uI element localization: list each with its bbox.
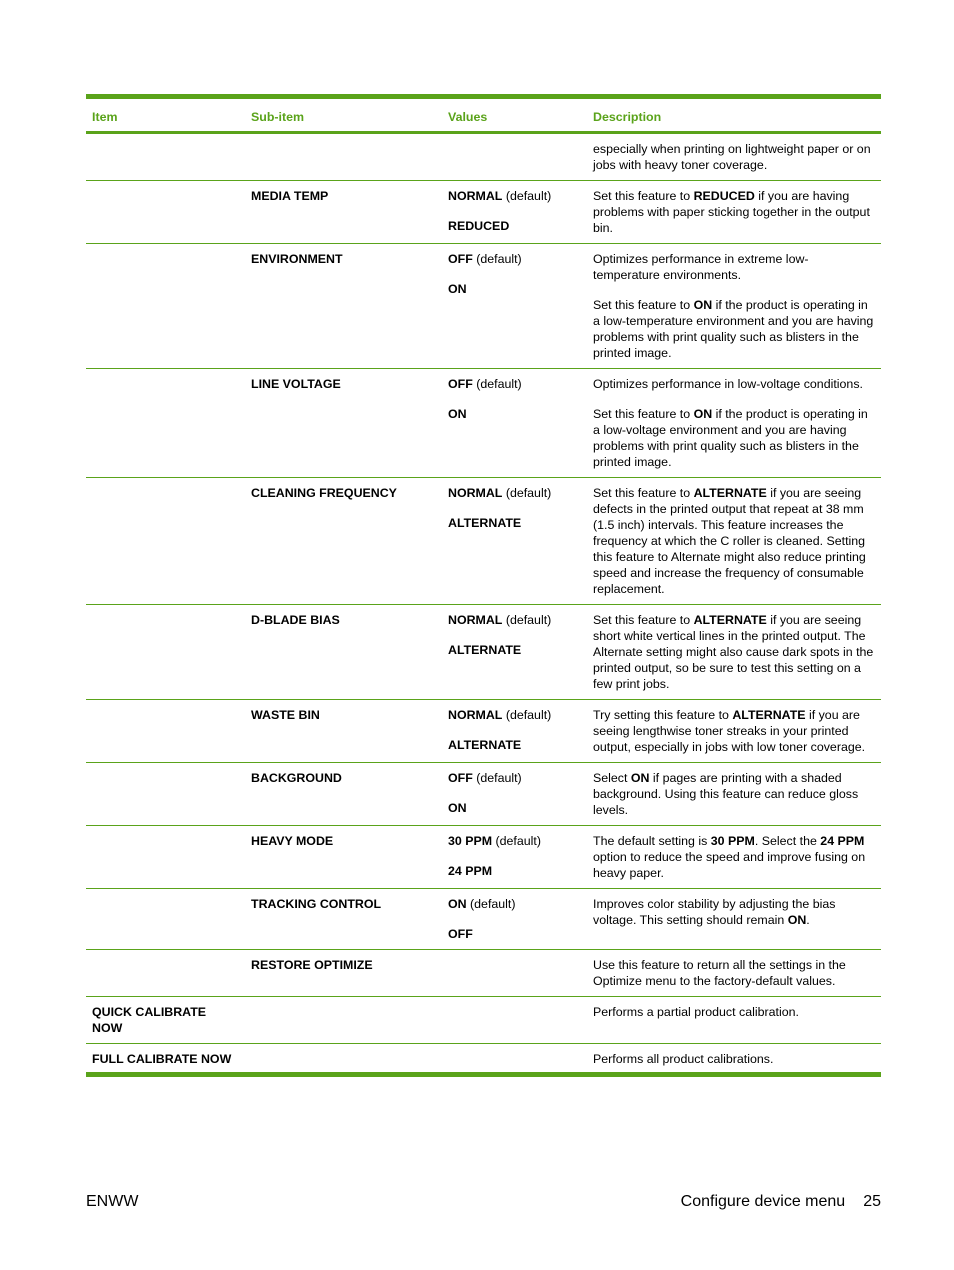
bold-text: ALTERNATE xyxy=(693,613,767,627)
bold-text: ON xyxy=(448,282,467,296)
bold-text: OFF xyxy=(448,377,473,391)
cell-subitem: ENVIRONMENT xyxy=(245,244,442,369)
bold-text: NORMAL xyxy=(448,613,503,627)
text-run: if the product is operating in a low-voltage environment and you are having problems with print quality such as blisters in the printed image. xyxy=(593,407,868,469)
footer-section-title: Configure device menu xyxy=(680,1193,846,1210)
text-run: if you are seeing defects in the printed output that repeat at 38 mm (1.5 inch) intervals. This feature increases the frequency at which the C roller is cleaned. Setting this feature to Alternate might also reduce printing speed and increase the frequency of consumable replacement. xyxy=(593,486,866,596)
cell-description xyxy=(587,700,881,763)
description-paragraph xyxy=(593,707,875,755)
cell-item xyxy=(86,369,245,478)
cell-description xyxy=(587,478,881,605)
cell-values xyxy=(442,889,587,950)
cell-description xyxy=(587,181,881,244)
cell-item xyxy=(86,605,245,700)
text-run: Set this feature to xyxy=(593,613,694,627)
bold-text: ALTERNATE xyxy=(448,643,522,657)
value-option xyxy=(448,281,581,297)
footer-left-label: ENWW xyxy=(86,1193,139,1210)
cell-item xyxy=(86,950,245,997)
cell-subitem: WASTE BIN xyxy=(245,700,442,763)
value-option xyxy=(448,406,581,422)
bold-text: 24 PPM xyxy=(448,864,493,878)
cell-description xyxy=(587,133,881,181)
text-run: if you are having problems with paper sticking together in the output bin. xyxy=(593,189,870,235)
value-option xyxy=(448,515,581,531)
bold-text: OFF xyxy=(448,252,473,266)
cell-values xyxy=(442,700,587,763)
cell-values xyxy=(442,826,587,889)
text-run: (default) xyxy=(502,486,552,500)
text-run: if you are seeing short white vertical lines in the printed output. The Alternate setting might also cause dark spots in the printed output, so be sure to test this setting on a few print jobs. xyxy=(593,613,874,691)
text-run: The default setting is xyxy=(593,834,711,848)
description-paragraph xyxy=(593,251,875,283)
description-paragraph xyxy=(593,188,875,236)
bold-text: ALTERNATE xyxy=(448,738,522,752)
cell-description xyxy=(587,369,881,478)
text-run: (default) xyxy=(472,771,522,785)
table-row xyxy=(86,478,881,605)
cell-values xyxy=(442,763,587,826)
bold-text: ALTERNATE xyxy=(732,708,806,722)
cell-subitem xyxy=(245,997,442,1044)
bold-text: NORMAL xyxy=(448,486,503,500)
cell-description xyxy=(587,1044,881,1075)
value-option xyxy=(448,926,581,942)
table-row xyxy=(86,997,881,1044)
table-row xyxy=(86,700,881,763)
cell-subitem: LINE VOLTAGE xyxy=(245,369,442,478)
cell-values xyxy=(442,369,587,478)
cell-values xyxy=(442,181,587,244)
text-run: if the product is operating in a low-temperature environment and you are having problems with print quality such as blisters in the printed image. xyxy=(593,298,874,360)
cell-values xyxy=(442,478,587,605)
cell-description xyxy=(587,244,881,369)
table-row xyxy=(86,181,881,244)
table-row xyxy=(86,605,881,700)
text-run: Set this feature to xyxy=(593,298,694,312)
bold-text: ON xyxy=(693,298,713,312)
table-row xyxy=(86,763,881,826)
cell-item xyxy=(86,826,245,889)
header-description: Description xyxy=(587,97,881,133)
text-run: (default) xyxy=(502,189,552,203)
cell-subitem: HEAVY MODE xyxy=(245,826,442,889)
table-body xyxy=(86,133,881,1075)
text-run: (default) xyxy=(502,613,552,627)
bold-text: NORMAL xyxy=(448,708,503,722)
text-run: (default) xyxy=(502,708,552,722)
optimize-menu-table xyxy=(86,94,881,1077)
description-paragraph xyxy=(593,485,875,597)
cell-item: FULL CALIBRATE NOW xyxy=(86,1044,245,1075)
bold-text: OFF xyxy=(448,927,473,941)
bold-text: ON xyxy=(448,801,467,815)
table-row xyxy=(86,889,881,950)
value-option xyxy=(448,707,581,723)
bold-text: ON xyxy=(787,913,807,927)
bold-text: ALTERNATE xyxy=(693,486,767,500)
text-run: Optimizes performance in low-voltage conditions. xyxy=(593,377,863,391)
text-run: Set this feature to xyxy=(593,407,694,421)
text-run: if you are seeing lengthwise toner streaks in your printed output, especially in jobs with low toner coverage. xyxy=(593,708,866,754)
text-run: Optimizes performance in extreme low-temperature environments. xyxy=(593,252,809,282)
description-paragraph xyxy=(593,957,875,989)
value-option xyxy=(448,485,581,501)
description-paragraph xyxy=(593,833,875,881)
table-row xyxy=(86,826,881,889)
bold-text: ON xyxy=(448,407,467,421)
cell-subitem: MEDIA TEMP xyxy=(245,181,442,244)
text-run: Select xyxy=(593,771,631,785)
cell-item xyxy=(86,133,245,181)
bold-text: OFF xyxy=(448,771,473,785)
header-values: Values xyxy=(442,97,587,133)
table-row xyxy=(86,950,881,997)
table-row xyxy=(86,1044,881,1075)
table-row xyxy=(86,369,881,478)
description-paragraph xyxy=(593,141,875,173)
bold-text: ON xyxy=(630,771,650,785)
text-run: (default) xyxy=(466,897,516,911)
cell-item xyxy=(86,244,245,369)
description-paragraph xyxy=(593,896,875,928)
cell-values xyxy=(442,605,587,700)
bold-text: 30 PPM xyxy=(710,834,755,848)
cell-item xyxy=(86,700,245,763)
description-paragraph xyxy=(593,612,875,692)
bold-text: ON xyxy=(693,407,713,421)
text-run: option to reduce the speed and improve fusing on heavy paper. xyxy=(593,850,866,880)
bold-text: REDUCED xyxy=(693,189,755,203)
cell-values xyxy=(442,244,587,369)
text-run: Use this feature to return all the settings in the Optimize menu to the factory-default values. xyxy=(593,958,846,988)
description-paragraph xyxy=(593,1051,875,1067)
text-run: (default) xyxy=(472,377,522,391)
cell-subitem: BACKGROUND xyxy=(245,763,442,826)
value-option xyxy=(448,737,581,753)
cell-item xyxy=(86,181,245,244)
text-run: especially when printing on lightweight paper or on jobs with heavy toner coverage. xyxy=(593,142,871,172)
cell-subitem: CLEANING FREQUENCY xyxy=(245,478,442,605)
value-option xyxy=(448,770,581,786)
cell-item xyxy=(86,763,245,826)
cell-values xyxy=(442,1044,587,1075)
table-row xyxy=(86,244,881,369)
cell-item xyxy=(86,478,245,605)
text-run: . Select the xyxy=(754,834,821,848)
cell-values xyxy=(442,997,587,1044)
text-run: Set this feature to xyxy=(593,189,694,203)
text-run: (default) xyxy=(492,834,541,848)
bold-text: 30 PPM xyxy=(448,834,493,848)
text-run: Performs all product calibrations. xyxy=(593,1052,774,1066)
text-run: Improves color stability by adjusting the bias voltage. This setting should remain xyxy=(593,897,836,927)
page-number: 25 xyxy=(863,1193,881,1210)
value-option xyxy=(448,833,581,849)
cell-description xyxy=(587,889,881,950)
value-option xyxy=(448,612,581,628)
value-option xyxy=(448,218,581,234)
bold-text: NORMAL xyxy=(448,189,503,203)
description-paragraph xyxy=(593,1004,875,1020)
value-option xyxy=(448,188,581,204)
cell-item: QUICK CALIBRATE NOW xyxy=(86,997,245,1044)
cell-values xyxy=(442,133,587,181)
cell-description xyxy=(587,950,881,997)
cell-subitem xyxy=(245,1044,442,1075)
description-paragraph xyxy=(593,770,875,818)
table-row xyxy=(86,133,881,181)
description-paragraph xyxy=(593,297,875,361)
header-item: Item xyxy=(86,97,245,133)
cell-description xyxy=(587,826,881,889)
bold-text: REDUCED xyxy=(448,219,510,233)
text-run: if pages are printing with a shaded background. Using this feature can reduce gloss levels. xyxy=(593,771,859,817)
value-option xyxy=(448,863,581,879)
bold-text: 24 PPM xyxy=(820,834,865,848)
cell-description xyxy=(587,997,881,1044)
text-run: Try setting this feature to xyxy=(593,708,733,722)
cell-subitem: D-BLADE BIAS xyxy=(245,605,442,700)
text-run: Performs a partial product calibration. xyxy=(593,1005,799,1019)
value-option xyxy=(448,376,581,392)
cell-description xyxy=(587,763,881,826)
value-option xyxy=(448,896,581,912)
cell-item xyxy=(86,889,245,950)
value-option xyxy=(448,800,581,816)
text-run: Set this feature to xyxy=(593,486,694,500)
text-run: . xyxy=(806,913,810,927)
cell-values xyxy=(442,950,587,997)
text-run: (default) xyxy=(472,252,522,266)
cell-subitem xyxy=(245,133,442,181)
cell-subitem: RESTORE OPTIMIZE xyxy=(245,950,442,997)
value-option xyxy=(448,251,581,267)
description-paragraph xyxy=(593,376,875,392)
cell-subitem: TRACKING CONTROL xyxy=(245,889,442,950)
value-option xyxy=(448,642,581,658)
header-subitem: Sub-item xyxy=(245,97,442,133)
footer-right xyxy=(681,1192,881,1212)
bold-text: ALTERNATE xyxy=(448,516,522,530)
table-header-row xyxy=(86,97,881,133)
description-paragraph xyxy=(593,406,875,470)
cell-description xyxy=(587,605,881,700)
bold-text: ON xyxy=(448,897,467,911)
